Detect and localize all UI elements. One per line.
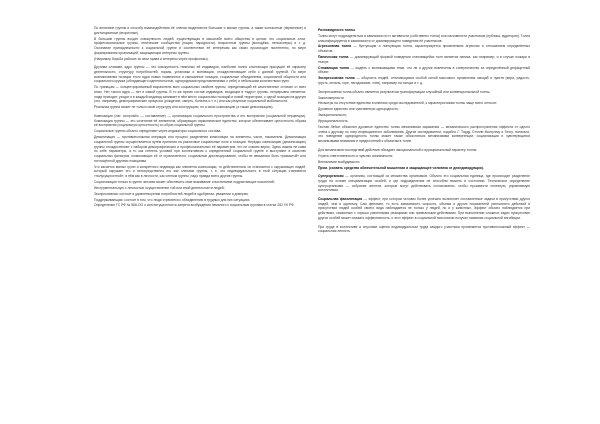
right-paragraph: Духовное единство или чувственную однородность; (318, 107, 399, 112)
term-lead: Социальная фасилитация (318, 197, 363, 202)
right-paragraph: Утрата ответственности и чувство анонимности; (318, 153, 394, 158)
term-definition: — организм, состоящий из множества организмов. Обычно это социальная единица, где происходит разделение труда на основе специализации особей, и где подразделения не способны выжить в состоянии. Техническое определение суперорганизма — собрание агентов, которые могут действовать согласованно, чтобы произвести полезную, управляемую коллективом. (318, 174, 530, 193)
left-paragraph: Инструментальную с личностью осуществление той или иной деятельности людей; (94, 185, 225, 190)
right-paragraph: Закономерности (318, 95, 344, 100)
left-paragraph: Социализация только в группе человек может обеспечить свое выживание и воспитание подрастающих поколений; (94, 179, 275, 184)
right-paragraph: Вненаличие возбудимости. (318, 159, 361, 164)
left-paragraph: Реальная группа может не только свою структуру или конструкцию, но и свою композицию (а также демонизацию). (94, 105, 274, 110)
left-paragraph: По величине группы и способу взаимодействия её членов выделяются большие и малые группы, а также контактные (первичные) и дистанционные (вторичные). (94, 26, 306, 35)
term-definition: — эффект, при котором человек более успешно выполняет поставленные задачи в присутствии других людей, чем в одиночку. Сам феномен, то есть зависимость скорости, объема и других показателей успешности действий в присутствии людей особей своего вида наблюдается не только у людей, но и у животных. Эффект обычно наблюдается при действиях, связанных с хорошо усвоенными реакциями или привычными действиями. При выполнении сложных задач присутствие других особей может снижать эффективность, и этот эффект в социальной психологии получил название социальной ингибиции. (318, 197, 530, 220)
left-paragraph: Демонизация — противоположная операция или процесс разделения композиции на элементы, части, показатели. Демонизация социальной группы осуществляется путём принятия на различные социальные поля и позиции. Нередко композицию (демонизацию) группы отождествляют с набором демографических и профессиональных её параметров, что не совсем верно. Здесь важны не сами по себе параметры, а то как степень условий при коллективном к определенной социальной группе и выступают в качестве социальных фильтров, позволяющих её от ограниченного, социальные дистанцирование, чтобы не связанных быть «размытой» или поглощённой другими позициями. (94, 135, 306, 163)
right-paragraph (318, 44, 530, 53)
term-lead: Суперорганизм (318, 174, 344, 179)
right-paragraph: Толпы могут подразделяться в зависимости от активности (собственно толпа) или пассивности участников (публика, аудитория). Толпа классифицируется в зависимости от доминирующего поведения её участников: (318, 33, 530, 43)
right-paragraph (318, 174, 530, 193)
right-paragraph: Экспрессивная толпа обычно является результатом трансформации случайной или конвенциональной толпы. (318, 89, 491, 94)
right-paragraph: Иррациональность. (318, 119, 349, 124)
term-definition: — модель с возникающими теми, что ли и другие вовлечены в соперничество за определённый дефицитный объект. (318, 65, 530, 75)
left-paragraph: Другими словами, ядро группы — это совокупность типичных её индивидов, наиболее полно сочетающих присущие её характер деятельности, структуру потребностей, нормы, установки и мотивации, отождествляющие себя с данной группой. По мере возникновения позиции этого ядра новых появляются и смешанные позиции, социальные объединения, социальной общности или социального кружка (обладающего идентичностью, однородными представлениями о себе) и небольшим количеством групп. (94, 65, 306, 84)
section-heading: Прим. (созвать средства обличительной мышлении и защищающее человека от деиндивидуации). (318, 165, 484, 170)
right-paragraph (318, 55, 530, 64)
right-paragraph: Для механизмов последствий действие обладает эмоциональной и иррациональный характер толпы: (318, 147, 478, 152)
term-lead: Стяжающая толпа (318, 65, 349, 70)
left-paragraph: Определение ГС РФ № 568-ОО о конституционности запрета возбуждения немалого к социальным группам в статье 282 УК РФ. (94, 203, 295, 208)
right-paragraph (318, 76, 530, 85)
right-paragraph: Гюстав Лебон объяснил духовное единство толпы механизмом заражения — механического распространения эффекта от одного члена к другому по типу инфекционного заболевания. Другие исследователи, подобно Г. Тарду, Стэнли Милгрэму и Тенгу, полагали, что поведение однородность толпы может также объясняться механизмами конвергенции, социализации и чувствующихся механизмами внимания и предпочтений к объектам в толпе. (318, 125, 530, 144)
right-paragraph: При труде в коллективе и спустями оценки индивидуальном труда каждого участника проявляется противоположный эффект — социальная леность. (318, 224, 530, 234)
term-lead: Агрессивная толпа (318, 44, 352, 49)
left-paragraph: Композиция (лат. compositio — составление) — организация социального пространства и его восприятия (социальной перцепции). Композиция группы — это сочетание её элементов, образующих гармоническое единство, которое обеспечивает целостность образа её восприятия (социальную целостность) со-образ социальной группы. (94, 114, 306, 128)
left-paragraph: Поддерживающая: состоит в том, что люди стремятся к объединению в трудных для них ситуациях. (94, 197, 251, 202)
right-paragraph (318, 66, 530, 75)
right-paragraph (318, 197, 530, 221)
left-text-column (94, 26, 306, 209)
right-paragraph: Эмоциональность; (318, 113, 348, 118)
left-paragraph: Экспрессивная: состоит в удовлетворении потребностей людей в одобрении, уважении и доверии; (94, 191, 249, 196)
right-text-column (318, 28, 530, 235)
term-lead: Паническая толпа (318, 55, 349, 60)
term-definition: — общность людей, отличающаяся особой силой массового проявления эмоций и чувств (вера, радость, грусть, печаль, горе, негодование, гнев), например на танцах и т. д. (318, 76, 530, 85)
term-lead: Экспрессивная толпа (318, 76, 355, 81)
term-definition: — доминирующий формой поведения становящейся толп является паника, как например, и в случае пожара в театре. (318, 55, 530, 64)
left-paragraph: Социальные группы обычно определяют через индикаторы социального состава. (94, 129, 222, 134)
left-paragraph: По границам — концентрированный выразитель всех социальных свойств группы, определяющий её качественное отличие от всех иных. Нет такого ядра — нет и самой группы. В то же время состав индивидов, входящих в «ядро» группы, непрерывно меняется: люди приходят, уходят и в каждый индивид занимает в нём место социальных позиций и новой территории, с одной позиции на другую (это, например, демографические процессы (рождение, смерть, болезнь и т. п.) или как результат социальной мобильности. (94, 85, 306, 104)
left-paragraph: В большие группы входит совокупность людей, существующая в масштабе всего общества в целом: это социальные слои, профессиональные группы, этнические сообщества (нации, народности), возрастные группы (молодёжь, пенсионеры) и т. д. Осознание принадлежности к социальной группе и соответствие её интересам как своих происходит постепенно, по мере формирования организаций, защищающих интересы группы. (94, 36, 306, 55)
left-paragraph: Что касается малых групп и конкретного индивида как элемента композиции, то действительно он становится с окружающих людей, который окружает его и непосредственно его как членами группы, т. е. это индивидуальность в этой ситуации становится «полусущностной», в нём как в личности, как членом группы, надо правда всего другие группы. (94, 164, 306, 178)
right-paragraph: Несмотря на отсутствие единства в мнениях среди исследователей, к характеристикам толпы чаще всего относят: (318, 101, 498, 106)
left-paragraph: (Например борьба рабочих за свои права и интересы через профсоюзы). (94, 56, 209, 61)
section-heading: Разновидности толпы (318, 28, 356, 32)
term-definition: — бунтующая и линчующая толпа, характеризуется проявлением агрессии и отношением определённых объектов. (318, 44, 531, 54)
